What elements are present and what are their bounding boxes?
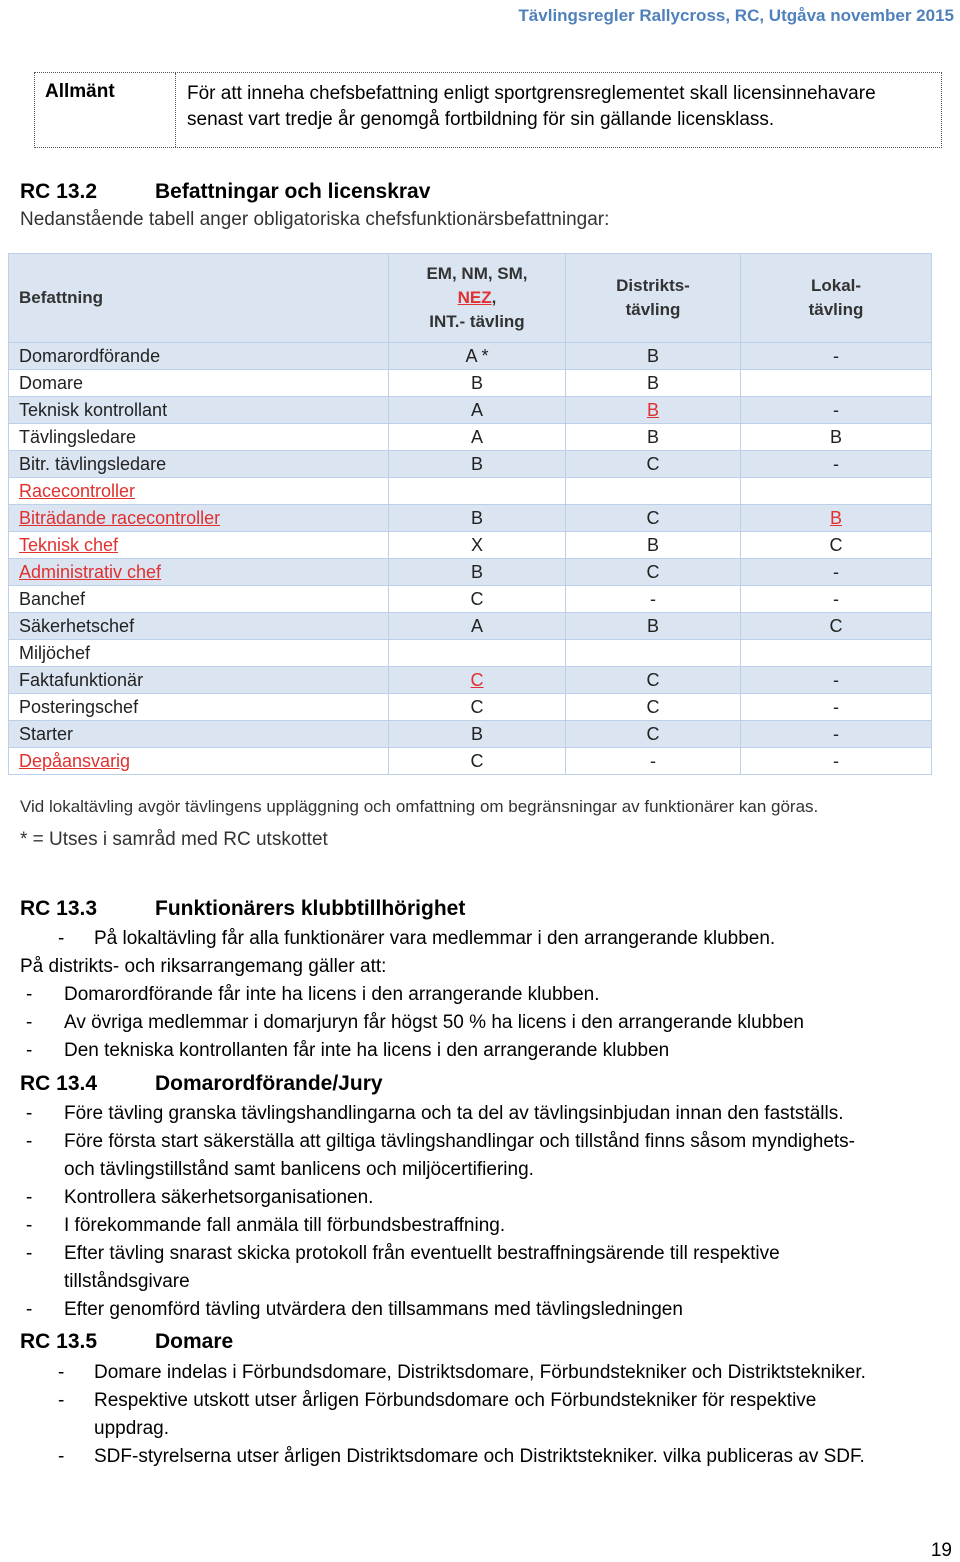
license-cell-b: -: [566, 586, 741, 613]
position-name: Depåansvarig: [9, 748, 389, 775]
section-heading: Befattningar och licenskrav: [155, 180, 431, 203]
license-cell-c: -: [741, 559, 932, 586]
table-row: [9, 451, 932, 478]
position-name: Racecontroller: [9, 478, 389, 505]
list-item: - Respektive utskott utser årligen Förbundsdomare och Förbundstekniker för respektive uppdrag.: [20, 1387, 866, 1443]
license-cell-b: B: [566, 397, 741, 424]
license-cell-a: B: [389, 721, 566, 748]
list-item: - SDF-styrelserna utser årligen Distriktsdomare och Distriktstekniker. vilka publiceras av SDF.: [20, 1443, 866, 1471]
license-cell-c: [741, 370, 932, 397]
page-number: 19: [930, 1540, 952, 1561]
document-header: Tävlingsregler Rallycross, RC, Utgåva november 2015: [518, 6, 954, 25]
rc134-duties-list: [20, 1100, 855, 1324]
table-row: [9, 397, 932, 424]
position-name: Biträdande racecontroller: [9, 505, 389, 532]
license-cell-c: C: [741, 532, 932, 559]
license-cell-c: [741, 478, 932, 505]
table-row: [9, 694, 932, 721]
info-divider: [175, 73, 176, 147]
license-cell-b: B: [566, 370, 741, 397]
section-heading: Domarordförande/Jury: [155, 1072, 383, 1095]
note-local-competition: Vid lokaltävling avgör tävlingens uppläggning och omfattning om begränsningar av funktionärer kan göras.: [20, 797, 819, 816]
position-name: Administrativ chef: [9, 559, 389, 586]
section-title-rc135: [20, 1330, 233, 1354]
license-cell-a: X: [389, 532, 566, 559]
nez-link: NEZ: [457, 288, 492, 307]
license-cell-c: -: [741, 586, 932, 613]
license-cell-c: -: [741, 694, 932, 721]
license-cell-a: B: [389, 559, 566, 586]
license-cell-a: [389, 478, 566, 505]
license-cell-b: C: [566, 451, 741, 478]
license-cell-a: C: [389, 694, 566, 721]
license-cell-c: C: [741, 613, 932, 640]
position-name: Teknisk chef: [9, 532, 389, 559]
section-heading: Funktionärers klubbtillhörighet: [155, 897, 466, 920]
position-name: Säkerhetschef: [9, 613, 389, 640]
list-item: - Före tävling granska tävlingshandlingarna och ta del av tävlingsinbjudan innan den fastställs.: [20, 1100, 855, 1128]
license-cell-c: -: [741, 721, 932, 748]
list-item: - Av övriga medlemmar i domarjuryn får högst 50 % ha licens i den arrangerande klubben: [20, 1009, 804, 1037]
list-item: - Domare indelas i Förbundsdomare, Distriktsdomare, Förbundstekniker och Distriktstekniker.: [20, 1359, 866, 1387]
list-item: - Den tekniska kontrollanten får inte ha licens i den arrangerande klubben: [20, 1037, 804, 1065]
header-line: INT.- tävling: [429, 312, 525, 331]
position-name: Starter: [9, 721, 389, 748]
position-name: Banchef: [9, 586, 389, 613]
license-cell-b: C: [566, 721, 741, 748]
positions-table: [8, 253, 932, 775]
table-row: [9, 613, 932, 640]
list-item: - Efter genomförd tävling utvärdera den tillsammans med tävlingsledningen: [20, 1296, 855, 1324]
table-row: [9, 532, 932, 559]
license-cell-c: -: [741, 748, 932, 775]
table-row: [9, 667, 932, 694]
info-line: För att inneha chefsbefattning enligt sportgrensreglementet skall licensinnehavare: [187, 83, 876, 104]
license-cell-a: A: [389, 424, 566, 451]
rc133-paragraph: På distrikts- och riksarrangemang gäller att:: [20, 956, 387, 977]
position-name: Bitr. tävlingsledare: [9, 451, 389, 478]
license-cell-a: A: [389, 613, 566, 640]
license-cell-a: C: [389, 667, 566, 694]
general-info-box: [34, 72, 942, 148]
license-cell-c: -: [741, 451, 932, 478]
header-befattning: Befattning: [9, 254, 389, 343]
list-item: - Före första start säkerställa att giltiga tävlingshandlingar och tillstånd finns såsom myndighets- och tävlingstillstånd samt banlicens och miljöcertifiering.: [20, 1128, 855, 1184]
table-row: [9, 748, 932, 775]
info-label: Allmänt: [45, 81, 115, 102]
license-cell-a: A: [389, 397, 566, 424]
rc135-list: [20, 1359, 866, 1471]
license-cell-b: C: [566, 694, 741, 721]
license-cell-b: B: [566, 424, 741, 451]
list-item: - Domarordförande får inte ha licens i den arrangerande klubben.: [20, 981, 804, 1009]
table-row: [9, 370, 932, 397]
header-line: NEZ,: [457, 288, 497, 307]
table-row: [9, 505, 932, 532]
table-row: [9, 478, 932, 505]
header-line: EM, NM, SM,: [426, 264, 528, 283]
position-name: Miljöchef: [9, 640, 389, 667]
license-cell-b: B: [566, 532, 741, 559]
license-cell-a: C: [389, 748, 566, 775]
license-cell-b: [566, 478, 741, 505]
table-row: [9, 424, 932, 451]
position-name: Teknisk kontrollant: [9, 397, 389, 424]
rc133-rules-list: [20, 981, 804, 1065]
section-intro: Nedanstående tabell anger obligatoriska chefsfunktionärsbefattningar:: [20, 209, 610, 230]
license-cell-b: C: [566, 667, 741, 694]
section-title-rc133: [20, 897, 465, 921]
license-cell-b: C: [566, 559, 741, 586]
license-cell-c: B: [741, 505, 932, 532]
note-asterisk: * = Utses i samråd med RC utskottet: [20, 829, 328, 850]
license-cell-a: C: [389, 586, 566, 613]
list-item: - Efter tävling snarast skicka protokoll från eventuellt bestraffningsärende till respektive tillståndsgivare: [20, 1240, 855, 1296]
position-name: Domarordförande: [9, 343, 389, 370]
license-cell-a: B: [389, 451, 566, 478]
header-local: Lokal- tävling: [741, 254, 932, 343]
position-name: Tävlingsledare: [9, 424, 389, 451]
section-number: RC 13.3: [20, 897, 98, 920]
info-text: [187, 81, 876, 133]
section-number: RC 13.5: [20, 1330, 98, 1353]
license-cell-a: B: [389, 370, 566, 397]
header-district: Distrikts- tävling: [566, 254, 741, 343]
position-name: Domare: [9, 370, 389, 397]
table-row: [9, 559, 932, 586]
section-title-rc134: [20, 1072, 383, 1096]
license-cell-a: [389, 640, 566, 667]
license-cell-c: [741, 640, 932, 667]
license-cell-b: C: [566, 505, 741, 532]
section-title-rc132: [20, 180, 430, 204]
license-cell-b: B: [566, 613, 741, 640]
license-cell-c: -: [741, 397, 932, 424]
section-number: RC 13.2: [20, 180, 98, 203]
license-cell-a: B: [389, 505, 566, 532]
table-row: [9, 721, 932, 748]
rc133-bullet-list: [20, 925, 775, 953]
license-cell-a: A *: [389, 343, 566, 370]
license-cell-b: -: [566, 748, 741, 775]
list-item: - Kontrollera säkerhetsorganisationen.: [20, 1184, 855, 1212]
license-cell-c: -: [741, 667, 932, 694]
list-item: - I förekommande fall anmäla till förbundsbestraffning.: [20, 1212, 855, 1240]
position-name: Faktafunktionär: [9, 667, 389, 694]
table-header-row: [9, 254, 932, 343]
list-item: - På lokaltävling får alla funktionärer vara medlemmar i den arrangerande klubben.: [20, 925, 775, 953]
table-row: [9, 343, 932, 370]
license-cell-b: [566, 640, 741, 667]
license-cell-c: -: [741, 343, 932, 370]
info-line: senast vart tredje år genomgå fortbildning för sin gällande licensklass.: [187, 109, 775, 130]
position-name: Posteringschef: [9, 694, 389, 721]
table-row: [9, 640, 932, 667]
header-national: [389, 254, 566, 343]
table-row: [9, 586, 932, 613]
section-number: RC 13.4: [20, 1072, 98, 1095]
license-cell-b: B: [566, 343, 741, 370]
section-heading: Domare: [155, 1330, 234, 1353]
license-cell-c: B: [741, 424, 932, 451]
